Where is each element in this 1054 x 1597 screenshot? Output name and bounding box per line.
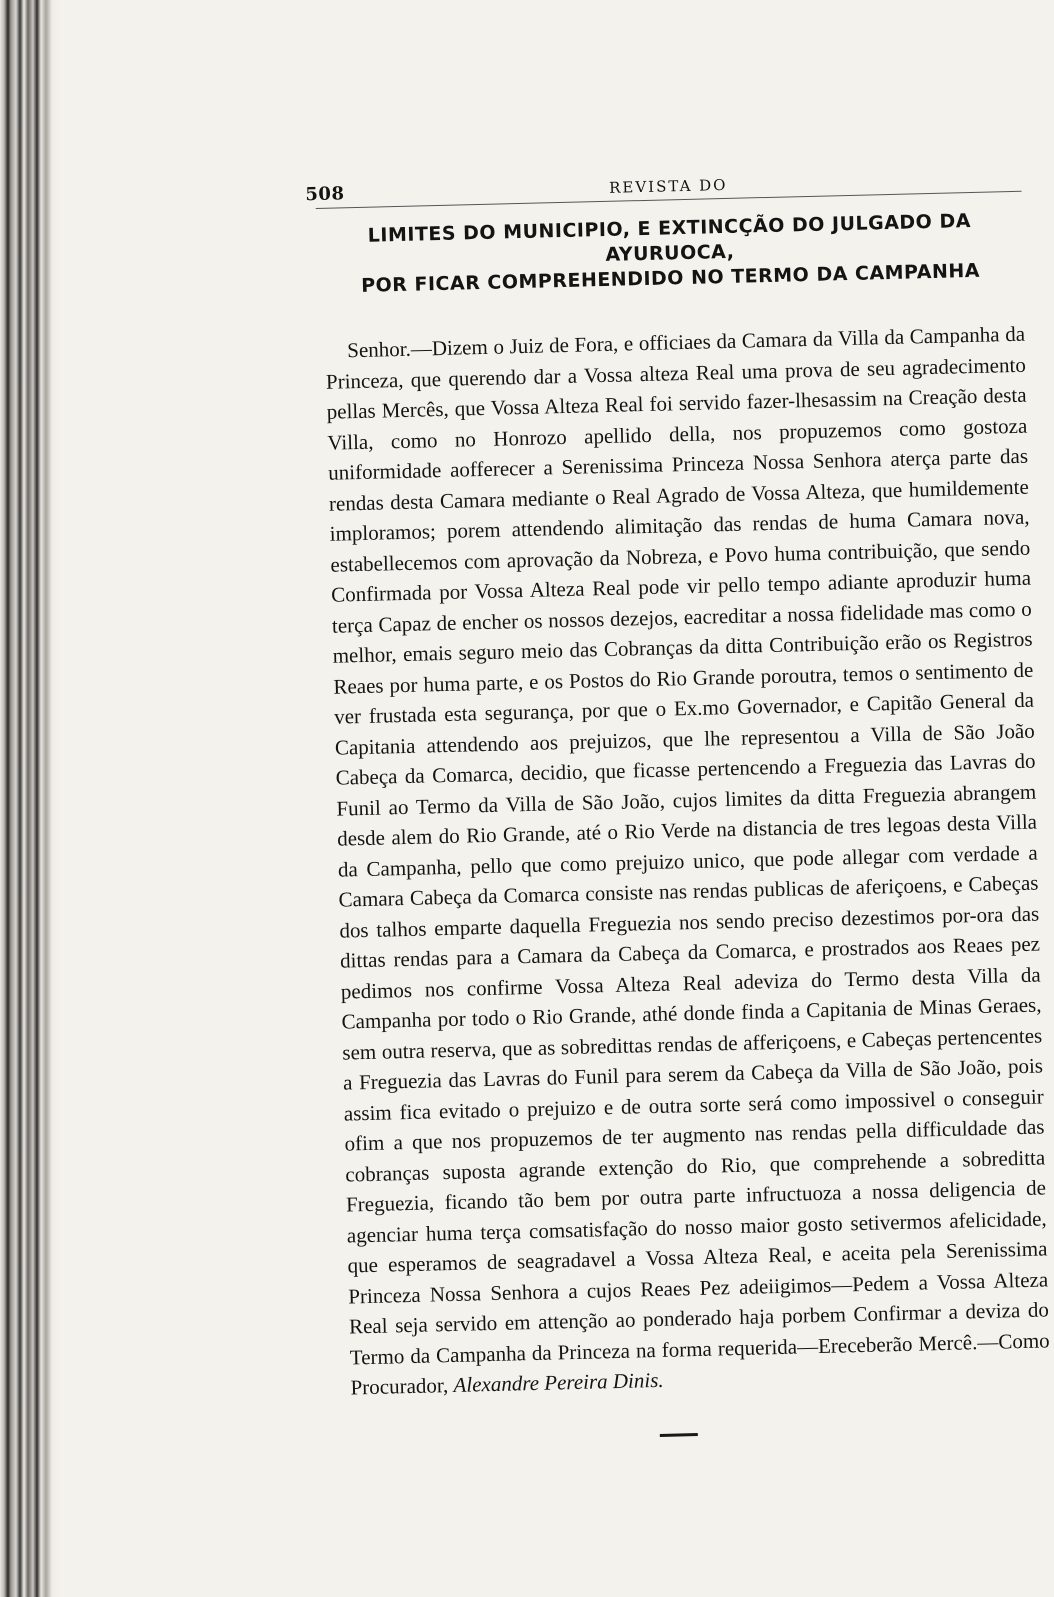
article-title-line-2: POR FICAR COMPREHENDIDO NO TERMO DA CAMPANHA <box>360 259 981 297</box>
paragraph-indent <box>325 357 347 358</box>
article-title-line-1: LIMITES DO MUNICIPIO, E EXTINCÇÃO DO JULGADO DA AYURUOCA, <box>367 209 972 266</box>
document-page <box>305 161 1052 1444</box>
page-header <box>305 161 1022 209</box>
page-number: 508 <box>305 183 345 206</box>
article-body <box>319 319 1051 1403</box>
end-rule <box>660 1433 698 1437</box>
article-body-text: Senhor.—Dizem o Juiz de Fora, e officiaes da Camara da Villa da Campanha da Princeza, que querendo dar a Vossa alteza Real uma prova de seu agradecimento pellas Mercês, que Vossa Alteza Real foi servido fazer-lhesassim na Creação desta Villa, como no Honrozo apellido della, nos propuzemos como gostoza uniformidade aofferecer a Serenissima Princeza Nossa Senhora aterça parte das rendas desta Camara mediante o Real Agrado de Vossa Alteza, que humildemente imploramos; porem attendendo alimitação das rendas de huma Camara nova, estabellecemos com aprovação da Nobreza, e Povo huma contribuição, que sendo Confirmada por Vossa Alteza Real pode vir pello tempo adiante aproduzir huma terça Capaz de encher os nossos dezejos, eacreditar a nossa fidelidade mas como o melhor, emais seguro meio das Cobranças da ditta Contribuição erão os Registros Reaes por huma parte, e os Postos do Rio Grande poroutra, temos o sentimento de ver frustada esta segurança, por que o Ex.mo Governador, e Capitão General da Capitania attendendo aos prejuizos, que lhe representou a Villa de São João Cabeça da Comarca, decidio, que ficasse pertencendo a Freguezia das Lavras do Funil ao Termo da Villa de São João, cujos limites da ditta Freguezia abrangem desde alem do Rio Grande, até o Rio Verde na distancia de tres legoas desta Villa da Campanha, pello que como prejuizo unico, que pode allegar com verdade a Camara Cabeça da Comarca consiste nas rendas publicas de aferiçoens, e Cabeças dos talhos emparte daquella Freguezia nos sendo preciso dezestimos por-ora das dittas rendas para a Camara da Cabeça da Comarca, e prostrados aos Reaes pez pedimos nos confirme Vossa Alteza Real adeviza do Termo desta Villa da Campanha por todo o Rio Grande, athé donde finda a Capitania de Minas Geraes, sem outra reserva, que as sobredittas rendas de afferiçoens, e Cabeças pertencentes a Freguezia das Lavras do Funil para serem da Cabeça da Villa de São João, pois assim fica evitado o prejuizo e de outra sorte será como impossivel o conseguir ofim a que nos propuzemos de ter augmento nas rendas pella difficuldade das cobranças suposta agrande extenção do Rio, que comprehende a sobreditta Freguezia, ficando tão bem por outra parte infructuoza a nossa deligencia de agenciar huma terça comsatisfação do nosso maior gosto setivermos afelicidade, que esperamos de seagradavel a Vossa Alteza Real, e aceita pela Serenissima Princeza Nossa Senhora a cujos Reaes Pez adeiigimos—Pedem a Vossa Alteza Real seja servido em attenção ao ponderado haja porbem Confirmar a deviza do Termo da Campanha da Princeza na forma requerida—Ereceberão Mercê.—Como Procurador, <box>325 321 1050 1400</box>
scan-binding-shadow <box>0 0 62 1597</box>
signature: Alexandre Pereira Dinis. <box>453 1367 664 1397</box>
article-title <box>316 208 1024 300</box>
running-head: REVISTA DO <box>608 175 728 197</box>
